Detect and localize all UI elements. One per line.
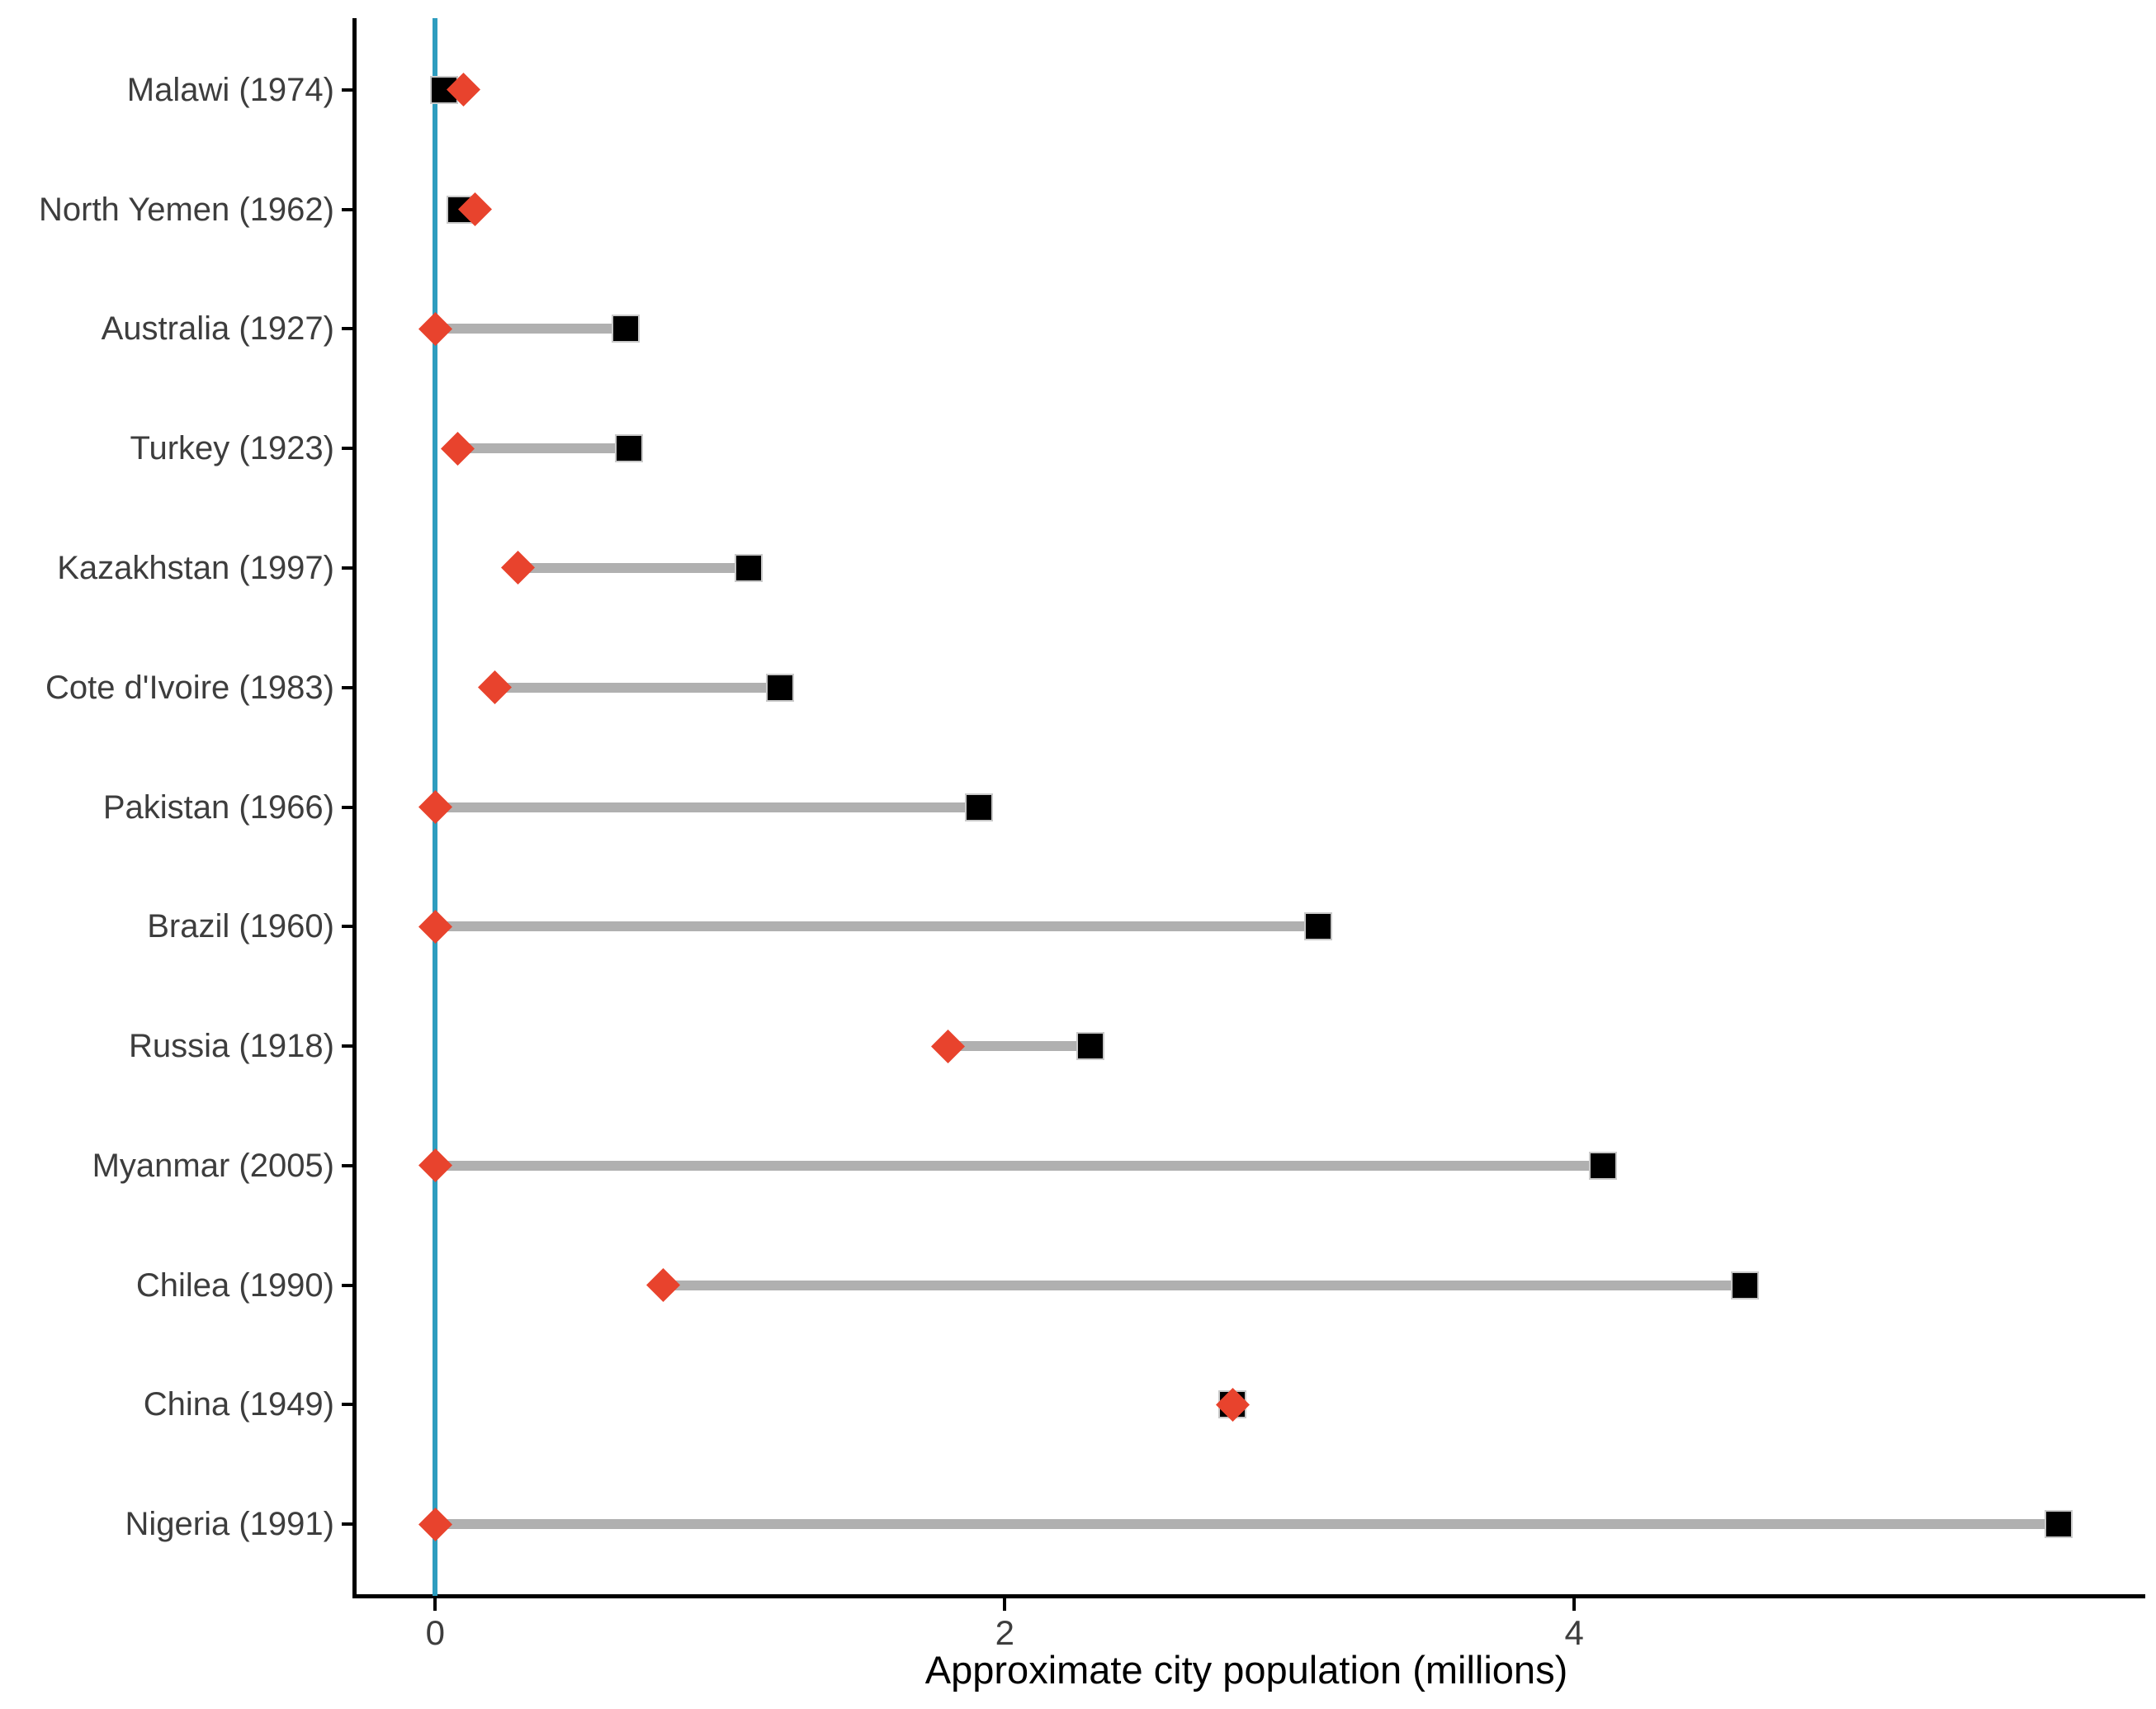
dumbbell-connector [948, 1041, 1090, 1051]
y-axis-label: China (1949) [143, 1386, 334, 1423]
y-axis-label: Nigeria (1991) [125, 1506, 334, 1543]
y-axis-label: Myanmar (2005) [92, 1147, 334, 1184]
y-axis-tick [342, 88, 354, 92]
y-axis-tick [342, 1044, 354, 1048]
y-axis-label: Kazakhstan (1997) [57, 549, 334, 586]
y-axis-label: Chilea (1990) [135, 1266, 334, 1304]
square-marker [1589, 1152, 1617, 1180]
x-axis-tick [1572, 1598, 1576, 1611]
x-axis-tick [1003, 1598, 1006, 1611]
x-axis-tick-label: 0 [425, 1613, 445, 1652]
y-axis-tick [342, 566, 354, 570]
x-axis-line [352, 1594, 2145, 1598]
square-marker [615, 434, 643, 462]
x-axis-tick [433, 1598, 437, 1611]
y-axis-tick [342, 686, 354, 689]
dumbbell-connector [435, 921, 1317, 931]
dumbbell-connector [435, 1519, 2058, 1529]
square-marker [612, 315, 640, 343]
y-axis-tick [342, 1164, 354, 1167]
square-marker [1076, 1032, 1104, 1060]
y-axis-tick [342, 1522, 354, 1526]
y-axis-tick [342, 327, 354, 330]
dumbbell-connector [435, 324, 626, 334]
square-marker [766, 674, 794, 702]
y-axis-label: Russia (1918) [128, 1028, 334, 1065]
y-axis-tick [342, 1403, 354, 1406]
dumbbell-connector [458, 443, 629, 453]
y-axis-label: Brazil (1960) [147, 908, 334, 945]
x-axis-tick-label: 4 [1564, 1613, 1584, 1652]
y-axis-tick [342, 925, 354, 928]
y-axis-label: North Yemen (1962) [38, 191, 334, 228]
square-marker [965, 793, 993, 821]
y-axis-tick [342, 806, 354, 809]
square-marker [735, 554, 763, 582]
x-axis-title: Approximate city population (millions) [924, 1648, 1568, 1692]
dumbbell-connector [518, 563, 748, 573]
dumbbell-connector [663, 1281, 1745, 1290]
square-marker [1731, 1271, 1759, 1300]
dumbbell-connector [495, 683, 780, 693]
y-axis-label: Australia (1927) [101, 310, 334, 348]
x-axis-tick-label: 2 [995, 1613, 1014, 1652]
y-axis-label: Cote d'Ivoire (1983) [45, 669, 334, 706]
dumbbell-connector [435, 802, 979, 812]
dumbbell-connector [435, 1161, 1602, 1171]
y-axis-tick [342, 1284, 354, 1287]
y-axis-tick [342, 208, 354, 211]
y-axis-label: Pakistan (1966) [102, 788, 334, 826]
y-axis-tick [342, 447, 354, 450]
y-axis-label: Turkey (1923) [130, 430, 334, 467]
y-axis-label: Malawi (1974) [126, 71, 334, 108]
square-marker [1304, 912, 1332, 940]
square-marker [2045, 1510, 2073, 1538]
